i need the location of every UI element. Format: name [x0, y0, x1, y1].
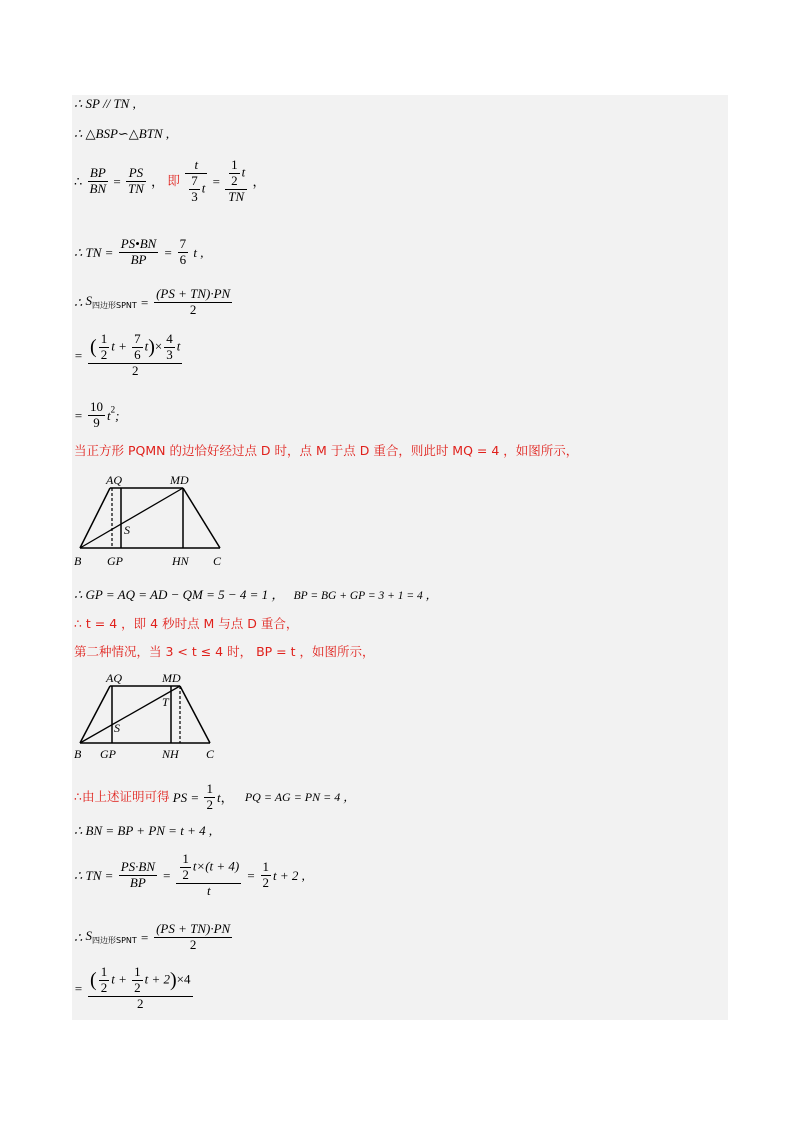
equals: =: [140, 929, 149, 945]
numerator: PS: [126, 166, 146, 182]
numerator: (PS + TN)·PN: [156, 921, 231, 936]
denominator: 2: [231, 172, 238, 188]
fraction-half-t-over-tn: [225, 158, 247, 205]
comma: ，: [151, 173, 165, 189]
denominator: 2: [100, 346, 108, 362]
line-area-substitute-1: [74, 332, 184, 379]
area-symbol: [85, 928, 137, 946]
fraction-area: [154, 287, 232, 318]
denominator: 2: [100, 979, 108, 995]
fraction-1-2: [229, 158, 240, 189]
product: t×(t + 4): [192, 858, 240, 874]
line-ps-pq: [74, 782, 355, 813]
label-md: MD: [162, 671, 181, 685]
numerator: 1: [262, 858, 270, 874]
numerator: [88, 332, 182, 364]
t-var: t: [144, 338, 149, 354]
denominator: BP: [129, 874, 146, 890]
t-var: t: [216, 789, 221, 805]
label-b: B: [74, 554, 82, 568]
paren-left: (: [90, 335, 97, 358]
fraction-bp-bn: [88, 166, 109, 197]
fraction-1-2: [180, 852, 191, 883]
fraction-1-2: [99, 965, 110, 996]
denominator: 2: [137, 995, 144, 1011]
denominator: 6: [179, 251, 187, 267]
equals: =: [113, 173, 121, 189]
comma: ，: [220, 789, 234, 805]
label-aq: AQ: [106, 473, 122, 487]
subscript: 四边形SPNT: [92, 936, 137, 946]
t-var: t: [201, 180, 206, 196]
fraction-7-3: [189, 174, 200, 205]
trapezoid-figure-1: [70, 470, 230, 570]
numerator: [225, 158, 247, 190]
label-md: MD: [170, 473, 189, 487]
fraction-area: [154, 922, 232, 953]
equals: =: [162, 867, 172, 883]
denominator: [185, 174, 207, 205]
t-var: t: [111, 338, 115, 354]
fraction-1-2: [261, 860, 272, 891]
denominator: BP: [130, 251, 147, 267]
denominator: TN: [228, 188, 245, 204]
fraction-ps-tn: [126, 166, 146, 197]
s-var: S: [85, 928, 93, 944]
denominator: 2: [262, 874, 270, 890]
numerator: PS•BN: [120, 236, 157, 251]
label-gp: GP: [107, 554, 123, 568]
numerator: 1: [206, 781, 213, 796]
equals: =: [74, 347, 83, 363]
fraction-1-2: [204, 782, 215, 813]
line-case-square-through-d: 当正方形 PQMN 的边恰好经过点 D 时，点 M 于点 D 重合，则此时 MQ = 4 ，如图所示，: [74, 443, 579, 458]
fraction-1-2: [132, 965, 143, 996]
t-plus-2: t + 2: [144, 971, 170, 987]
numerator: t: [185, 158, 207, 174]
label-b: B: [74, 747, 82, 761]
equals: =: [246, 867, 256, 883]
t-plus: t +: [111, 971, 127, 987]
label-nh: NH: [162, 747, 179, 761]
label-t: T: [162, 695, 169, 709]
fraction-psbn-bp: [119, 860, 157, 891]
numerator: [176, 852, 241, 884]
line-area-result-1: [74, 400, 120, 431]
t-var: t: [241, 164, 246, 180]
numerator: 1: [100, 331, 108, 346]
line-tn-value-2: [74, 852, 305, 899]
denominator: 3: [191, 188, 198, 204]
fraction-7-6: [178, 237, 189, 268]
line-sp-parallel-tn: ∴ SP // TN ,: [74, 96, 136, 111]
numerator: 7: [191, 172, 198, 188]
line-tn-value: [74, 237, 203, 268]
line-case-two: 第二种情况，当 3 < t ≤ 4 时， BP = t ，如图所示，: [74, 644, 375, 659]
therefore-symbol: ∴: [74, 867, 83, 883]
side-dc: [180, 686, 210, 743]
fraction-t-over-7-3-t: [185, 158, 207, 205]
therefore-symbol: ∴: [74, 294, 83, 310]
paren-right: ): [169, 968, 177, 991]
fraction-psbn-bp: [119, 237, 159, 268]
equals: =: [140, 294, 149, 310]
denominator: t: [206, 882, 211, 898]
fraction-7-6: [132, 332, 143, 363]
numerator: 1: [134, 964, 141, 979]
tn-equals: TN =: [85, 244, 114, 260]
comma: ，: [252, 173, 266, 189]
line-t-equals-4: ∴ t = 4 ，即 4 秒时点 M 与点 D 重合，: [74, 616, 299, 631]
label-c: C: [213, 554, 222, 568]
denominator: 2: [189, 936, 197, 952]
t-var: t ,: [193, 244, 204, 260]
s-var: S: [85, 293, 93, 309]
denominator: 6: [134, 346, 141, 362]
side-dc: [183, 488, 220, 548]
label-s: S: [124, 523, 130, 537]
line-bn: ∴ BN = BP + PN = t + 4 ,: [74, 823, 213, 838]
denominator: 9: [93, 414, 100, 430]
paren-right: ): [148, 335, 155, 358]
line-area-formula-2: [74, 922, 234, 953]
ps-equals: PS =: [172, 789, 200, 805]
label-s: S: [114, 721, 120, 735]
t-var: t: [176, 338, 181, 354]
numerator: 4: [166, 331, 173, 346]
numerator: 7: [179, 236, 187, 251]
denominator: 2: [189, 301, 197, 317]
paren-left: (: [90, 968, 97, 991]
therefore-symbol: ∴: [74, 244, 83, 260]
trapezoid-figure-2: [70, 668, 230, 764]
numerator: PS·BN: [120, 858, 156, 874]
times-four: ×4: [176, 971, 191, 987]
label-gp: GP: [100, 747, 116, 761]
fraction-area-sub: [88, 965, 192, 1012]
fraction-area-sub: [88, 332, 182, 379]
denominator: 2: [131, 362, 139, 378]
proof-phrase: ∴由上述证明可得: [74, 789, 170, 805]
equals: =: [163, 244, 173, 260]
therefore-symbol: ∴: [74, 929, 83, 945]
fraction-expanded: [176, 852, 241, 899]
plus: +: [118, 338, 127, 354]
exponent: 2: [110, 404, 116, 415]
denominator: BN: [89, 180, 107, 196]
line-area-substitute-2: [74, 965, 195, 1012]
numerator: 1: [231, 157, 238, 172]
tn-equals: TN =: [85, 867, 114, 883]
denominator: 2: [134, 979, 141, 995]
fraction-1-2: [99, 332, 110, 363]
equals: =: [74, 980, 83, 996]
therefore-symbol: ∴: [74, 173, 83, 189]
numerator: 7: [134, 331, 141, 346]
fraction-10-9: [88, 400, 105, 431]
numerator: 1: [100, 964, 108, 979]
denominator: 2: [182, 866, 189, 882]
equals: =: [74, 407, 83, 423]
numerator: (PS + TN)·PN: [156, 286, 231, 301]
gp-equation: ∴ GP = AQ = AD − QM = 5 − 4 = 1 ，: [74, 587, 285, 602]
ji-word: 即: [167, 173, 180, 189]
area-symbol: [85, 293, 137, 311]
bp-equation: BP = BG + GP = 3 + 1 = 4 ，: [293, 590, 438, 602]
equals: =: [212, 173, 220, 189]
line-area-formula-1: [74, 287, 234, 318]
line-gp-bp: [74, 588, 437, 603]
numerator: 10: [90, 399, 104, 414]
semicolon: ;: [115, 407, 120, 423]
label-aq: AQ: [106, 671, 122, 685]
denominator: TN: [128, 180, 144, 196]
label-c: C: [206, 747, 215, 761]
numerator: [88, 965, 192, 997]
fraction-4-3: [164, 332, 175, 363]
numerator: BP: [88, 166, 109, 182]
line-proportion: [74, 158, 266, 205]
t-var: t: [107, 407, 111, 423]
label-hn: HN: [172, 554, 189, 568]
line-similar-triangles: ∴ △BSP∽△BTN ,: [74, 126, 170, 141]
times: ×: [154, 338, 163, 354]
denominator: 2: [206, 796, 213, 812]
pq-equation: PQ = AG = PN = 4 ，: [244, 790, 356, 805]
numerator: 1: [182, 851, 189, 866]
result: t + 2 ,: [273, 867, 305, 883]
denominator: 3: [166, 346, 173, 362]
subscript: 四边形SPNT: [92, 301, 137, 311]
